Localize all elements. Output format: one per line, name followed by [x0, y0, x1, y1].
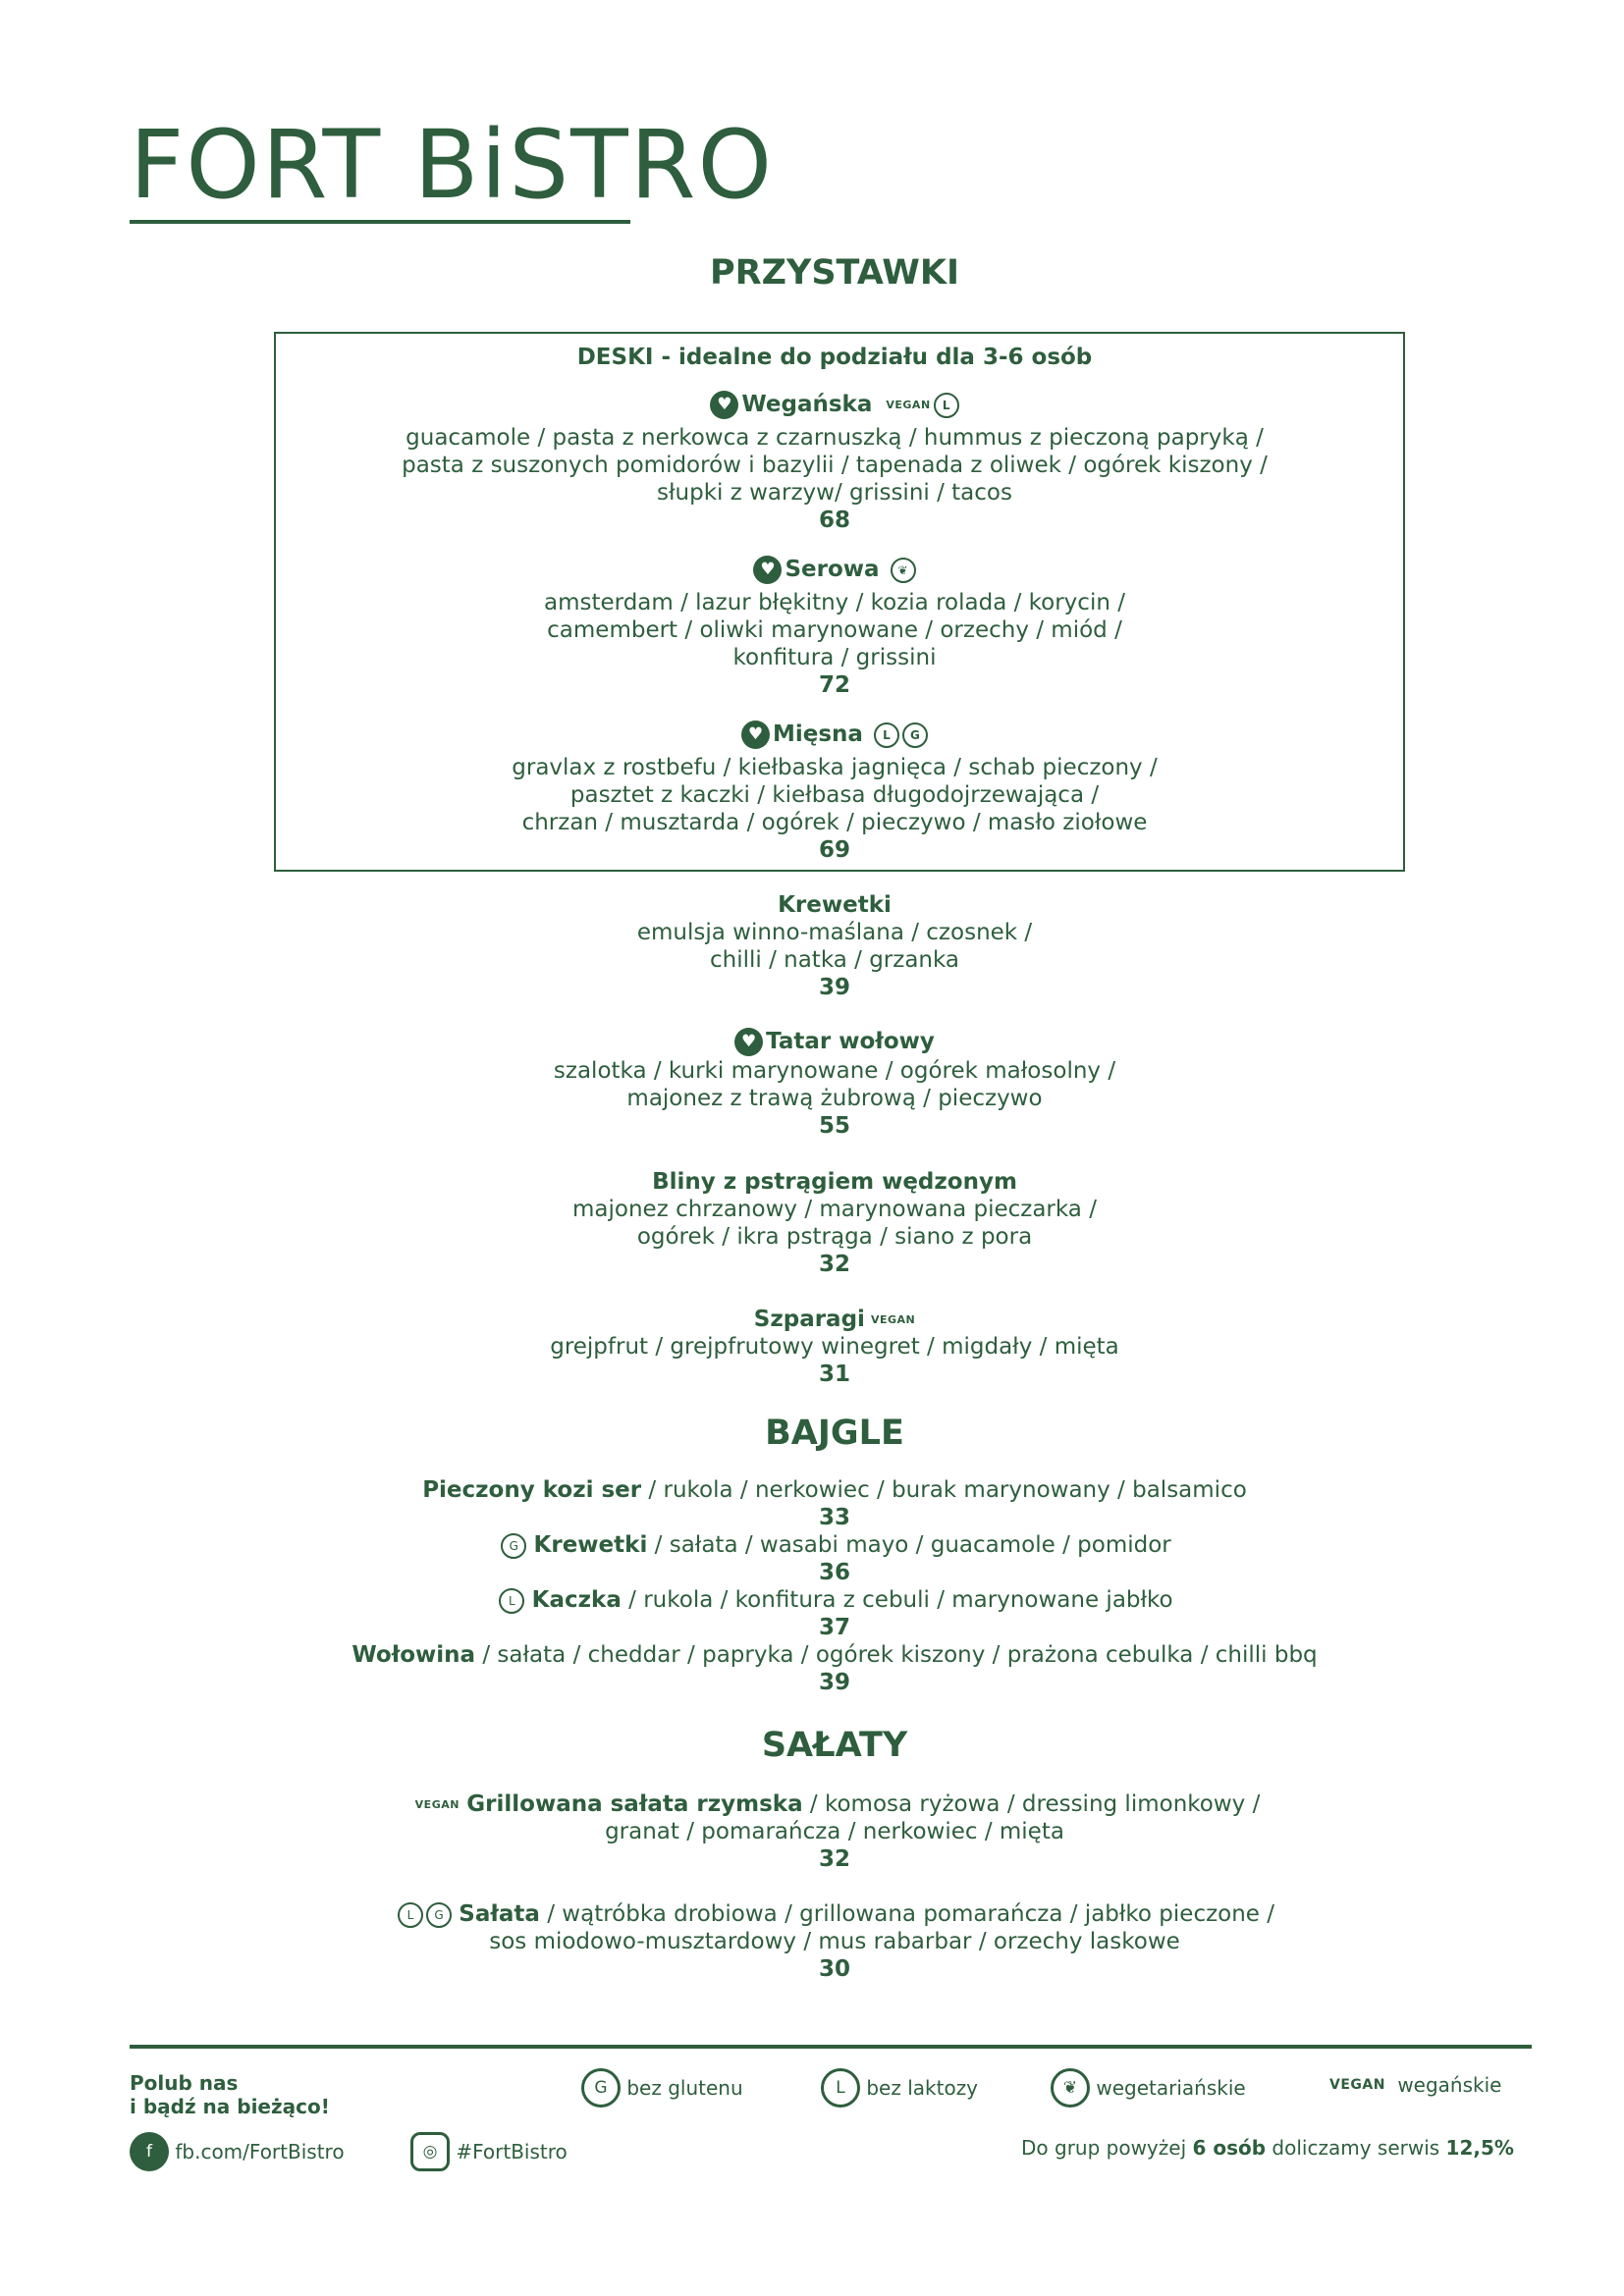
- section-title-salaty: SAŁATY: [761, 1726, 908, 1765]
- starter-price: 39: [818, 975, 850, 1000]
- lactose-free-icon: L: [821, 2068, 860, 2108]
- heart-icon: ♥: [741, 721, 770, 749]
- starter-line: majonez chrzanowy / marynowana pieczarka /: [572, 1197, 1097, 1222]
- gluten-free-icon: G: [501, 1533, 526, 1559]
- starter-line: grejpfrut / grejpfrutowy winegret / migdały / mięta: [550, 1334, 1119, 1360]
- legend-gluten-free: G bez glutenu: [581, 2068, 743, 2108]
- section-title-przystawki: PRZYSTAWKI: [710, 253, 959, 293]
- bagel-price: 39: [818, 1670, 850, 1695]
- legend-lactose-free: L bez laktozy: [821, 2068, 978, 2108]
- starter-price: 31: [818, 1362, 850, 1387]
- deski-item-miesna-name: ♥ Mięsna L G: [0, 721, 1624, 749]
- heart-icon: ♥: [710, 391, 738, 419]
- vegan-icon: VEGAN: [1329, 2076, 1385, 2093]
- deski-item-line: chrzan / musztarda / ogórek / pieczywo / masło ziołowe: [521, 810, 1148, 835]
- instagram-icon: ◎: [410, 2132, 450, 2171]
- legend-vegan: VEGAN wegańskie: [1329, 2072, 1502, 2097]
- lactose-free-icon: L: [499, 1588, 524, 1614]
- lactose-free-icon: L: [874, 722, 899, 748]
- gluten-free-icon: G: [902, 722, 928, 748]
- salad-line: granat / pomarańcza / nerkowiec / mięta: [605, 1819, 1064, 1844]
- bagel-price: 37: [818, 1615, 850, 1640]
- deski-item-line: gravlax z rostbefu / kiełbaska jagnięca / schab pieczony /: [512, 755, 1158, 780]
- bagel-line: G Krewetki / sałata / wasabi mayo / guacamole / pomidor: [0, 1531, 1624, 1559]
- footer-divider: [130, 2045, 1532, 2049]
- starter-price: 55: [818, 1113, 850, 1139]
- deski-item-line: konfitura / grissini: [732, 645, 937, 670]
- starter-name-szparagi: Szparagi VEGAN: [753, 1307, 916, 1332]
- deski-item-line: pasta z suszonych pomidorów i bazylii / tapenada z oliwek / ogórek kiszony /: [402, 453, 1268, 478]
- deski-item-line: słupki z warzyw/ grissini / tacos: [657, 480, 1012, 506]
- lactose-free-icon: L: [398, 1902, 423, 1928]
- bagel-line: L Kaczka / rukola / konfitura z cebuli / marynowane jabłko: [0, 1586, 1624, 1614]
- vegetarian-icon: ❦: [891, 558, 916, 583]
- deski-item-line: camembert / oliwki marynowane / orzechy / miód /: [547, 617, 1122, 643]
- deski-item-price: 72: [818, 672, 850, 698]
- vegan-icon: VEGAN: [414, 1797, 460, 1811]
- deski-item-price: 69: [818, 837, 850, 863]
- footer-instagram-link[interactable]: ◎ #FortBistro: [410, 2132, 568, 2171]
- lactose-free-icon: L: [934, 393, 959, 418]
- starter-name: Krewetki: [778, 892, 892, 918]
- gluten-free-icon: G: [426, 1902, 452, 1928]
- brand-logo: FORT BiSTRO: [130, 110, 775, 220]
- gluten-free-icon: G: [581, 2068, 621, 2108]
- bagel-price: 36: [818, 1560, 850, 1585]
- bagel-price: 33: [818, 1505, 850, 1530]
- salad-price: 32: [818, 1846, 850, 1872]
- vegan-icon: VEGAN: [870, 1312, 916, 1326]
- salad-line: sos miodowo-musztardowy / mus rabarbar / orzechy laskowe: [489, 1929, 1180, 1954]
- deski-item-weganska-name: ♥ Wegańska VEGAN L: [0, 391, 1624, 419]
- salad-line: VEGAN Grillowana sałata rzymska / komosa ryżowa / dressing limonkowy /: [414, 1791, 1261, 1817]
- deski-item-line: guacamole / pasta z nerkowca z czarnuszką / hummus z pieczoną papryką /: [406, 425, 1264, 451]
- legend-vegetarian: ❦ wegetariańskie: [1051, 2068, 1246, 2108]
- starter-line: majonez z trawą żubrową / pieczywo: [626, 1086, 1043, 1111]
- deski-title: DESKI - idealne do podziału dla 3-6 osób: [576, 345, 1093, 370]
- footer-facebook-link[interactable]: f fb.com/FortBistro: [130, 2132, 345, 2171]
- deski-item-line: amsterdam / lazur błękitny / kozia rolada / korycin /: [544, 590, 1125, 615]
- logo-underline: [130, 220, 630, 224]
- deski-item-price: 68: [818, 507, 850, 533]
- salad-price: 30: [818, 1956, 850, 1982]
- heart-icon: ♥: [753, 556, 782, 584]
- starter-name-tatar: ♥ Tatar wołowy: [0, 1028, 1624, 1056]
- facebook-icon: f: [130, 2132, 169, 2171]
- starter-name: Bliny z pstrągiem wędzonym: [652, 1169, 1017, 1195]
- deski-item-serowa-name: ♥ Serowa ❦: [0, 556, 1624, 584]
- section-title-bajgle: BAJGLE: [765, 1414, 904, 1453]
- starter-line: chilli / natka / grzanka: [709, 947, 960, 973]
- vegan-icon: VEGAN: [886, 398, 931, 411]
- footer-like: Polub nas i bądź na bieżąco!: [130, 2071, 330, 2118]
- starter-line: szalotka / kurki marynowane / ogórek małosolny /: [553, 1058, 1116, 1084]
- heart-icon: ♥: [734, 1028, 763, 1056]
- starter-price: 32: [818, 1252, 850, 1277]
- bagel-line: Pieczony kozi ser / rukola / nerkowiec / burak marynowany / balsamico: [422, 1477, 1247, 1503]
- footer-service-note: Do grup powyżej 6 osób doliczamy serwis 12,5%: [1021, 2136, 1514, 2160]
- vegetarian-icon: ❦: [1051, 2068, 1090, 2108]
- deski-item-line: pasztet z kaczki / kiełbasa długodojrzewająca /: [569, 782, 1100, 808]
- salad-line: L G Sałata / wątróbka drobiowa / grillowana pomarańcza / jabłko pieczone /: [0, 1900, 1624, 1928]
- starter-line: emulsja winno-maślana / czosnek /: [636, 920, 1033, 945]
- starter-line: ogórek / ikra pstrąga / siano z pora: [636, 1224, 1033, 1250]
- bagel-line: Wołowina / sałata / cheddar / papryka / ogórek kiszony / prażona cebulka / chilli bbq: [352, 1642, 1318, 1668]
